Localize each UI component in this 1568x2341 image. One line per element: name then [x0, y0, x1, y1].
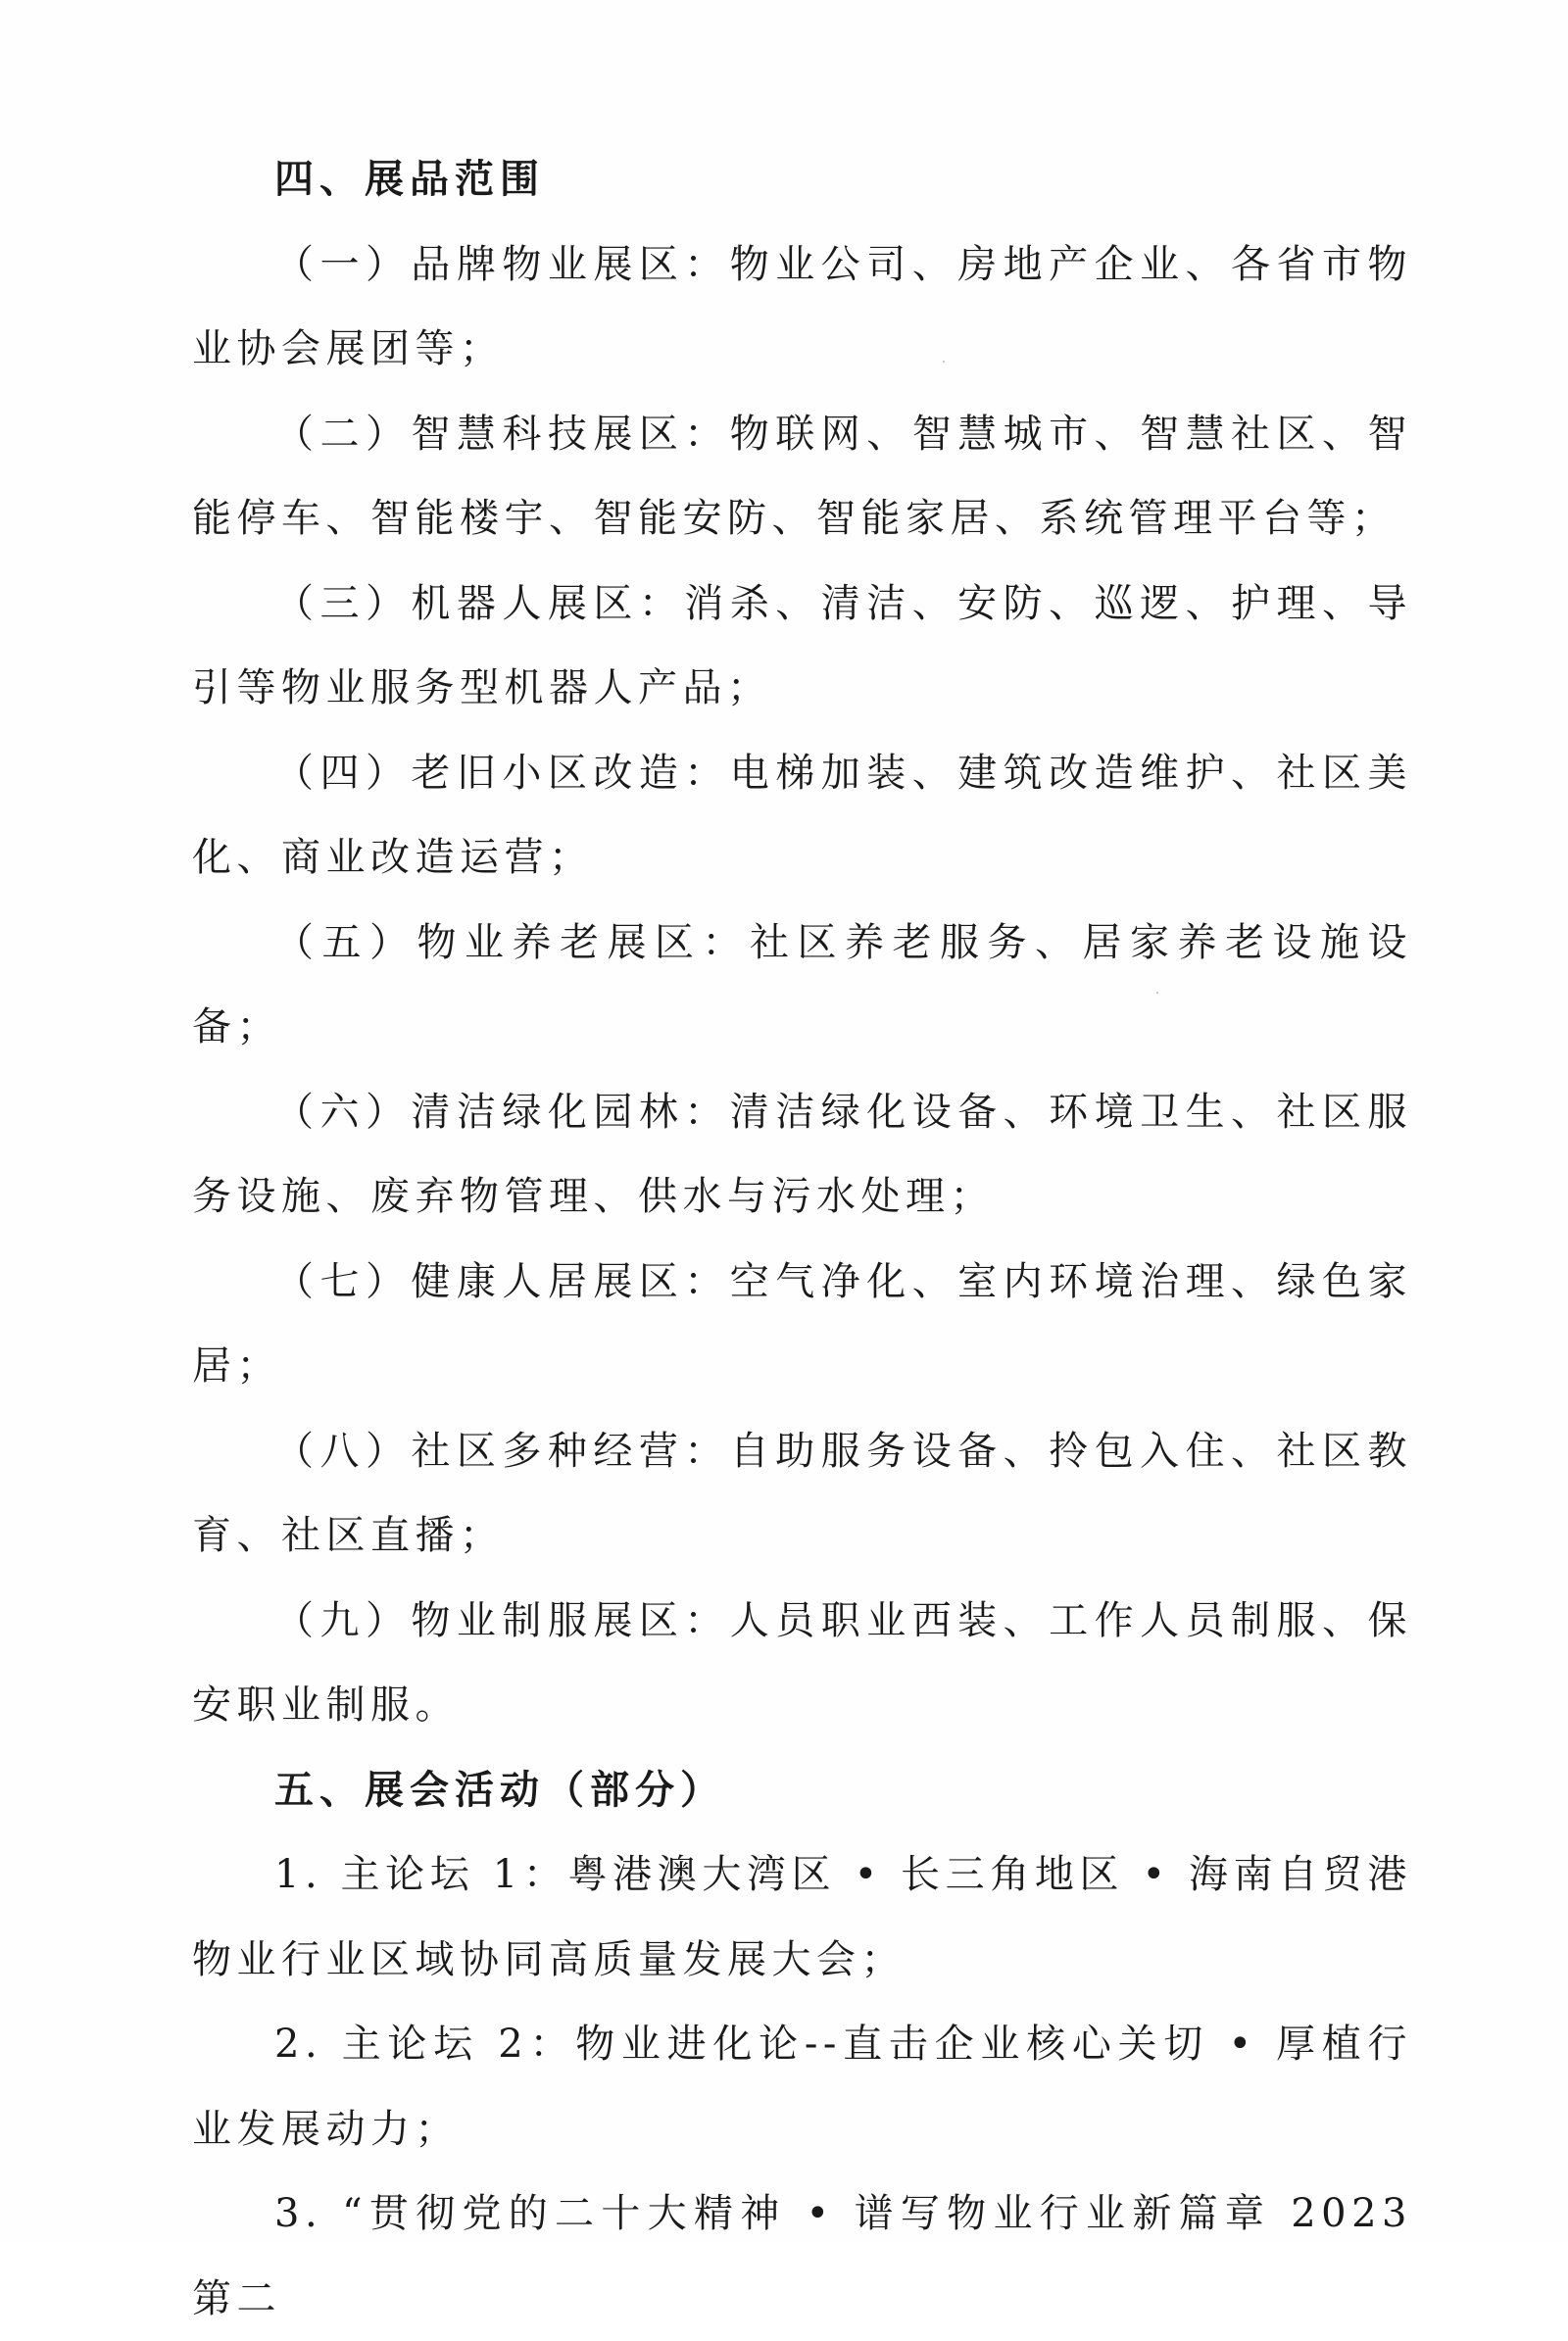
list-item-old-community-renovation: （四）老旧小区改造：电梯加装、建筑改造维护、社区美化、商业改造运营；: [192, 750, 1412, 880]
list-item-elderly-care-zone: （五）物业养老展区：社区养老服务、居家养老设施设备；: [192, 919, 1412, 1049]
list-item-main-forum-1: 1. 主论坛 1：粤港澳大湾区 • 长三角地区 • 海南自贸港物业行业区域协同高质量发展大会；: [192, 1852, 1412, 1982]
section-heading-exhibit-scope: 四、展品范围: [274, 157, 545, 202]
list-item-brand-property-zone: （一）品牌物业展区：物业公司、房地产企业、各省市物业协会展团等；: [192, 241, 1412, 371]
list-item-uniform-zone: （九）物业制服展区：人员职业西装、工作人员制服、保安职业制服。: [192, 1597, 1412, 1728]
section-heading-activities: 五、展会活动（部分）: [274, 1767, 725, 1813]
list-item-healthy-living-zone: （七）健康人居展区：空气净化、室内环境治理、绿色家居；: [192, 1258, 1412, 1389]
list-item-activity-3: 3. “贯彻党的二十大精神 • 谱写物业行业新篇章 2023 第二: [192, 2191, 1412, 2321]
list-item-cleaning-greening: （六）清洁绿化园林：清洁绿化设备、环境卫生、社区服务设施、废弃物管理、供水与污水处理；: [192, 1089, 1412, 1219]
list-item-main-forum-2: 2. 主论坛 2：物业进化论--直击企业核心关切 • 厚植行业发展动力；: [192, 2022, 1412, 2152]
document-body: [192, 137, 1412, 2341]
list-item-robot-zone: （三）机器人展区：消杀、清洁、安防、巡逻、护理、导引等物业服务型机器人产品；: [192, 580, 1412, 710]
list-item-smart-tech-zone: （二）智慧科技展区：物联网、智慧城市、智慧社区、智能停车、智能楼宇、智能安防、智能家居、系统管理平台等；: [192, 411, 1412, 541]
list-item-community-business: （八）社区多种经营：自助服务设备、拎包入住、社区教育、社区直播；: [192, 1428, 1412, 1558]
